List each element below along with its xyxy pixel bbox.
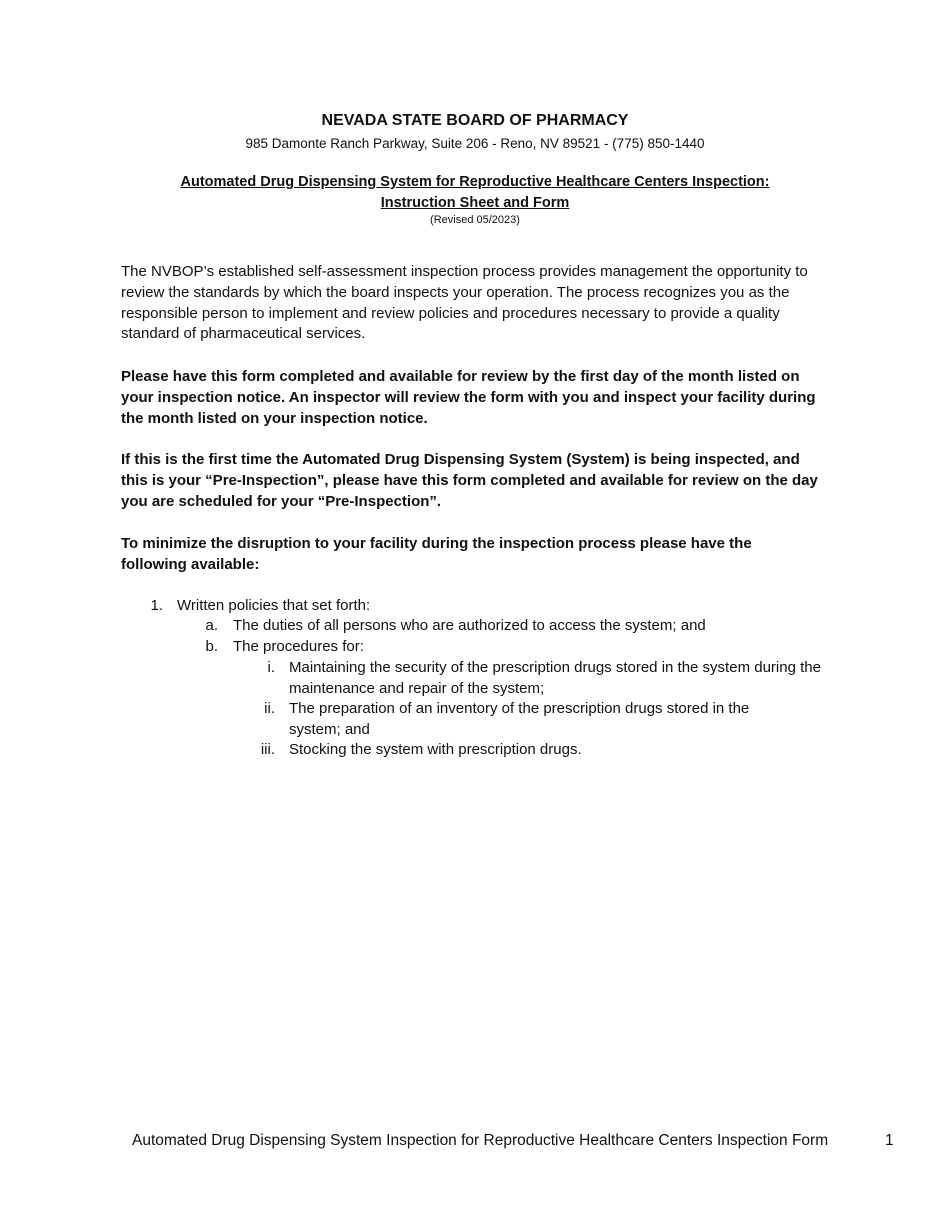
list-roman: ii. (264, 700, 275, 717)
list-item-text: The duties of all persons who are authorized to access the system; and (233, 617, 706, 634)
list-item-text: Written policies that set forth: (177, 597, 371, 614)
form-title-line2: Instruction Sheet and Form (380, 195, 570, 211)
page-number: 1 (885, 1132, 894, 1149)
list-item-text: Maintaining the security of the prescription drugs stored in the system during the maintenance and repair of the system; (289, 659, 821, 697)
instruction-paragraph-3: To minimize the disruption to your facility during the inspection process please have the following available: (121, 535, 752, 573)
org-address: 985 Damonte Ranch Parkway, Suite 206 - Reno, NV 89521 - (775) 850-1440 (245, 136, 705, 151)
list-letter: a. (205, 617, 218, 634)
instruction-paragraph-2: If this is the first time the Automated Drug Dispensing System (System) is being inspected, and this is your “Pre-Inspection”, please have this form completed and available for review on the day you are scheduled for your “Pre-Inspection”. (121, 451, 818, 510)
list-roman: i. (267, 659, 275, 676)
list-letter: b. (205, 638, 218, 655)
list-number: 1. (150, 597, 163, 614)
list-item-text: The procedures for: (233, 638, 364, 655)
instruction-paragraph-1: Please have this form completed and available for review by the first day of the month listed on your inspection notice. An inspector will review the form with you and inspect your facility during the month listed on your inspection notice. (121, 368, 816, 427)
list-item-text: The preparation of an inventory of the prescription drugs stored in the system; and (289, 700, 750, 738)
revision-date: (Revised 05/2023) (430, 214, 520, 226)
intro-paragraph: The NVBOP’s established self-assessment inspection process provides management the opportunity to review the standards by which the board inspects your operation. The process recognizes you as the responsible person to implement and review policies and procedures necessary to provide a quality standard of pharmaceutical services. (121, 263, 808, 343)
page-footer: Automated Drug Dispensing System Inspection for Reproductive Healthcare Centers Inspection Form (132, 1132, 829, 1149)
list-roman: iii. (260, 741, 275, 758)
form-title-line1: Automated Drug Dispensing System for Reproductive Healthcare Centers Inspection: (180, 174, 770, 190)
org-name: NEVADA STATE BOARD OF PHARMACY (321, 112, 629, 129)
list-item-text: Stocking the system with prescription drugs. (289, 741, 582, 758)
